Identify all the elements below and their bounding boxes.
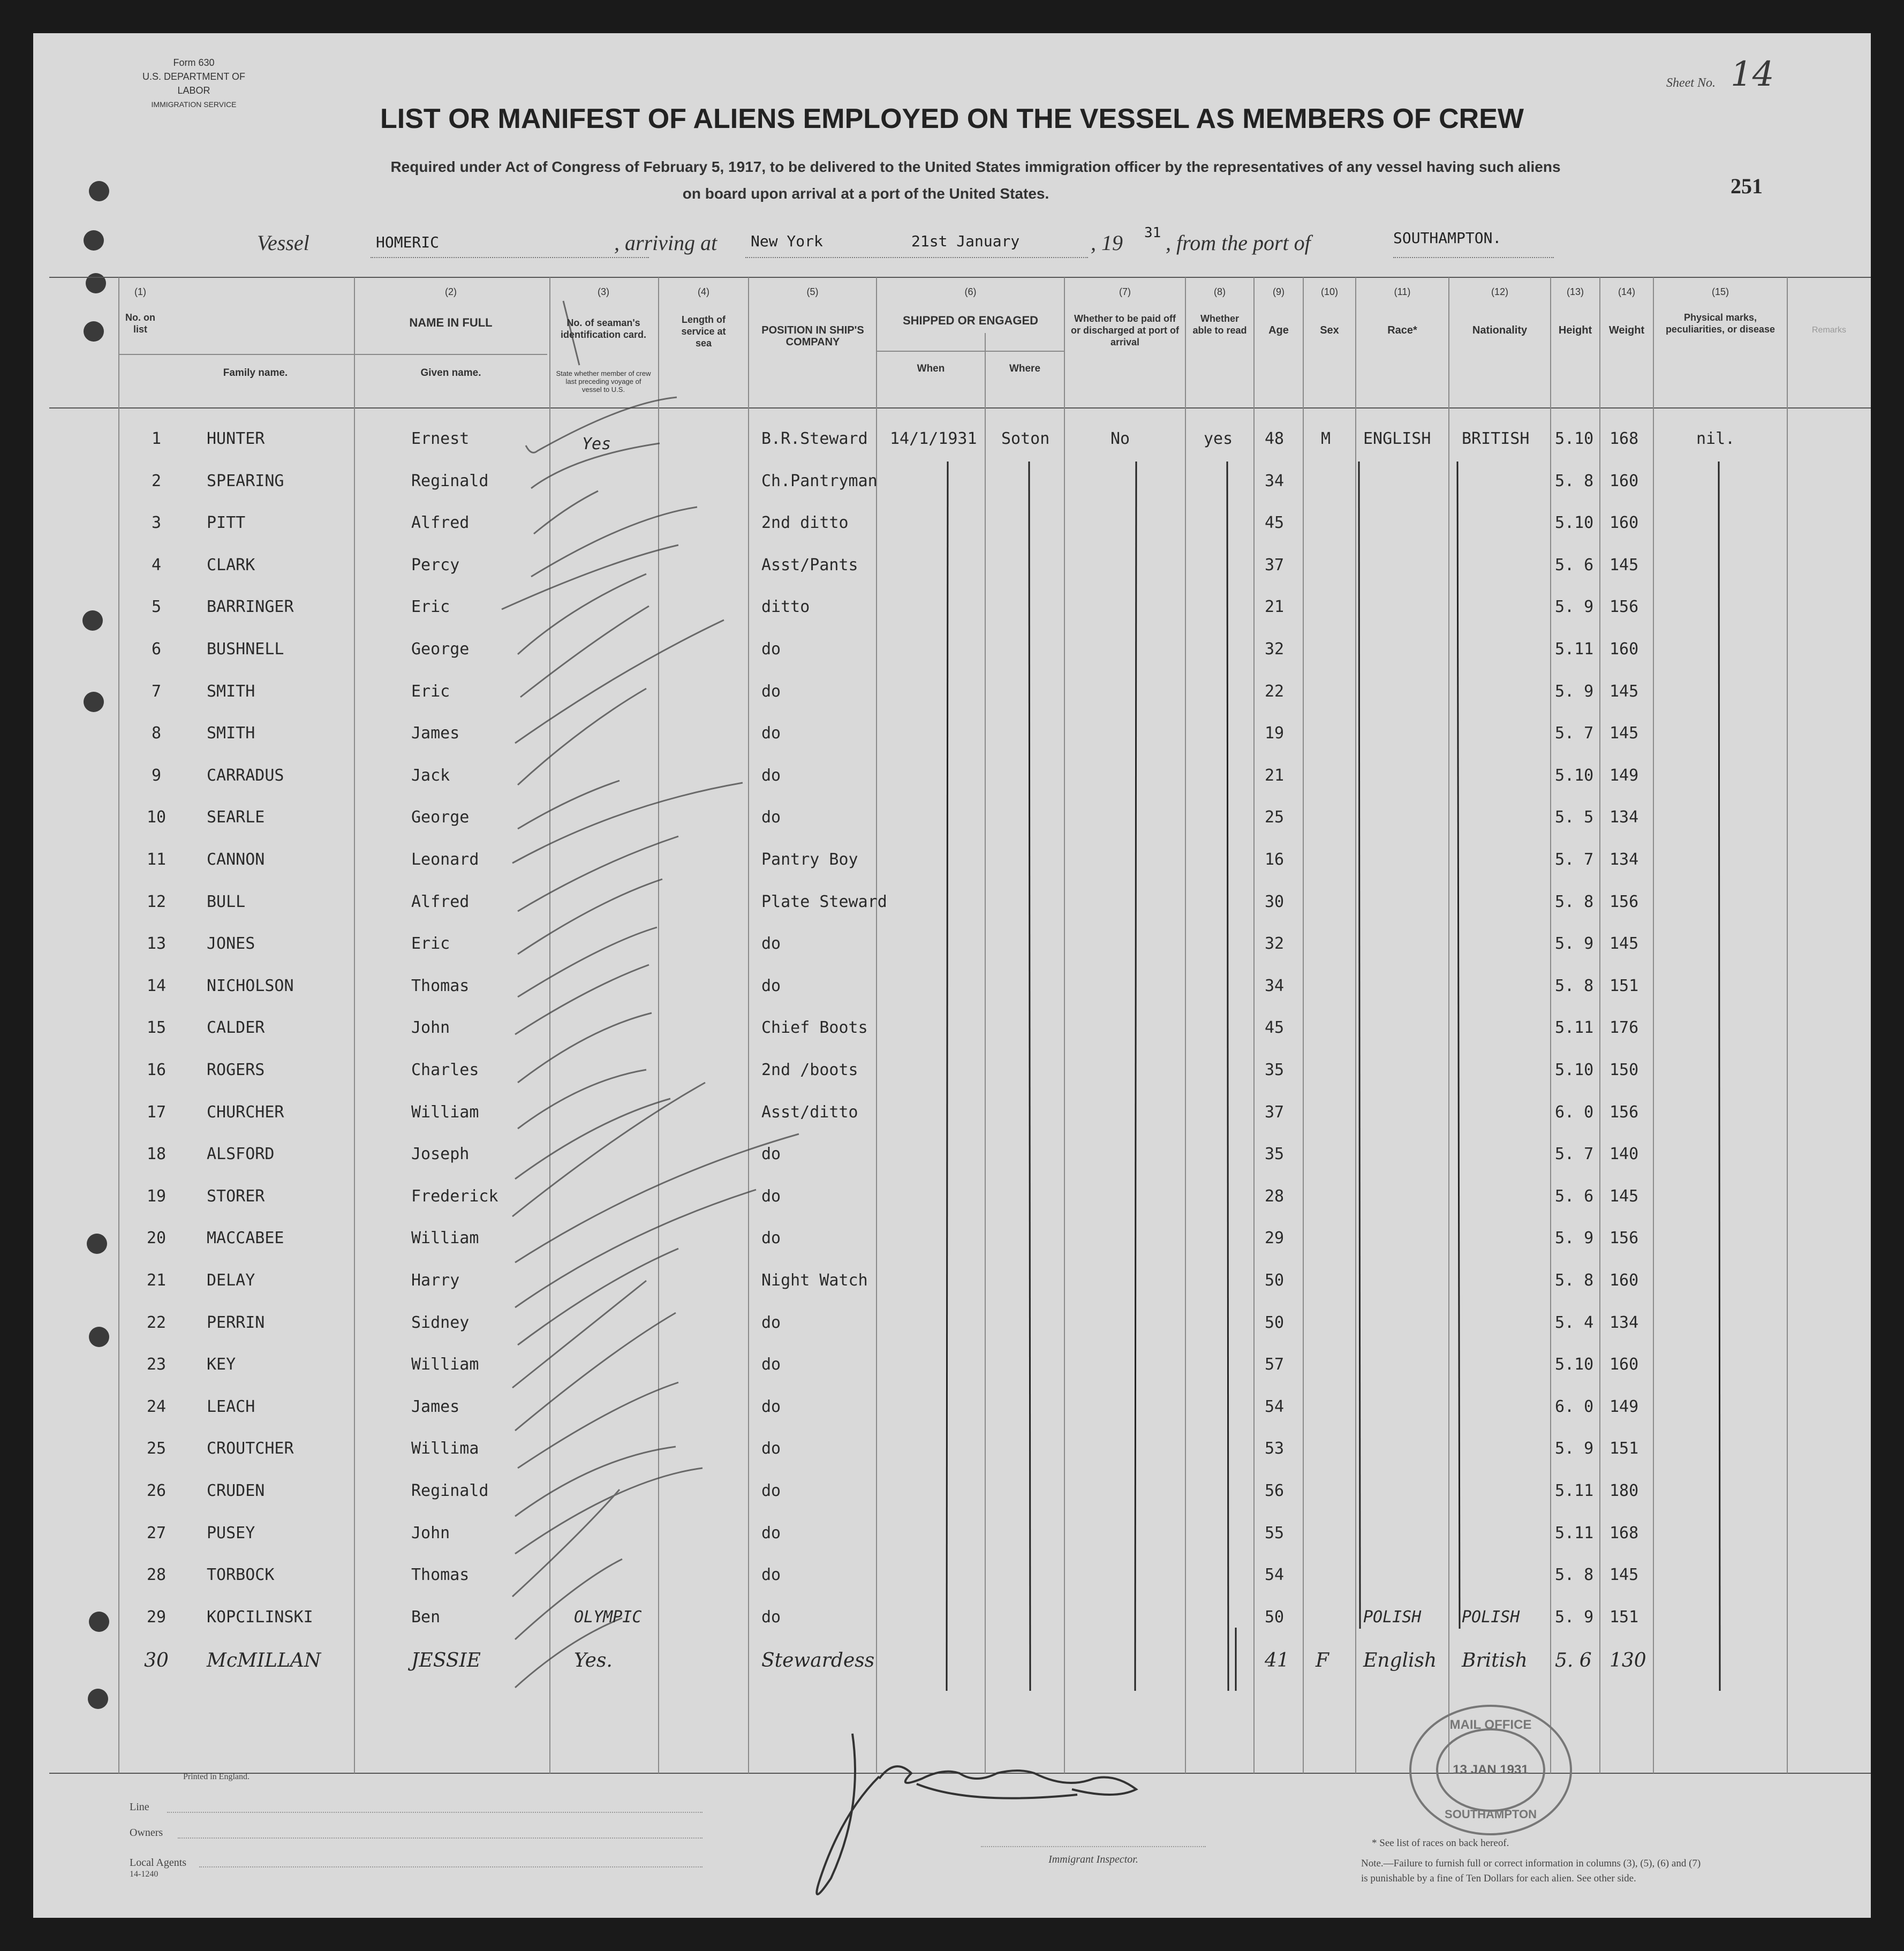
- cell-card: Yes.: [574, 1650, 613, 1672]
- cell-age: 50: [1265, 1271, 1285, 1290]
- cell-age: 50: [1265, 1607, 1285, 1627]
- cell-position: do: [761, 1523, 781, 1542]
- subtitle-line-2: on board upon arrival at a port of the United States.: [682, 185, 1049, 202]
- cell-weight: 176: [1610, 1018, 1639, 1038]
- cell-height: 5. 9: [1555, 682, 1594, 701]
- cell-position: ditto: [761, 598, 810, 617]
- cell-no: 11: [146, 850, 167, 869]
- cell-given: George: [411, 808, 470, 827]
- cell-card: OLYMPIC: [574, 1607, 642, 1627]
- cell-height: 5.10: [1555, 766, 1594, 785]
- header-remarks: Remarks: [1811, 326, 1846, 335]
- cell-weight: 160: [1610, 1355, 1639, 1374]
- cell-age: 29: [1265, 1229, 1285, 1248]
- cell-given: Eric: [411, 682, 450, 701]
- cell-position: Chief Boots: [761, 1018, 868, 1038]
- cell-weight: 168: [1610, 1523, 1639, 1542]
- cell-family: CARRADUS: [207, 766, 284, 785]
- row-1-shipped-when: 14/1/1931: [890, 429, 977, 448]
- cell-height: 5.11: [1555, 1481, 1594, 1500]
- cell-age: 37: [1265, 1102, 1285, 1122]
- cell-position: do: [761, 1355, 781, 1374]
- cell-family: SMITH: [207, 724, 255, 743]
- row-1-sex: M: [1321, 429, 1331, 448]
- cell-weight: 180: [1610, 1481, 1639, 1500]
- cell-weight: 156: [1610, 598, 1639, 617]
- vessel-label: Vessel: [257, 231, 309, 255]
- cell-given: William: [411, 1102, 479, 1122]
- cell-height: 5.10: [1555, 429, 1594, 448]
- header-where: Where: [1009, 363, 1041, 374]
- cell-no: 18: [146, 1145, 167, 1164]
- race-footnote: * See list of races on back hereof.: [1372, 1837, 1509, 1849]
- header-col-6-number: (6): [964, 286, 977, 297]
- cell-family: SPEARING: [207, 471, 284, 490]
- cell-height: 5.10: [1555, 1355, 1594, 1374]
- cell-position: Asst/ditto: [761, 1102, 858, 1122]
- cell-position: do: [761, 766, 781, 785]
- cell-height: 5. 6: [1555, 555, 1594, 574]
- cell-weight: 160: [1610, 471, 1639, 490]
- cell-position: Night Watch: [761, 1271, 868, 1290]
- cell-sex: F: [1316, 1650, 1329, 1672]
- cell-position: do: [761, 976, 781, 995]
- cell-no: 22: [146, 1313, 167, 1332]
- cell-family: BUSHNELL: [207, 640, 284, 659]
- cell-age: 35: [1265, 1145, 1285, 1164]
- cell-height: 5. 8: [1555, 1271, 1594, 1290]
- cell-given: John: [411, 1018, 450, 1038]
- cell-given: Charles: [411, 1061, 479, 1079]
- cell-no: 8: [151, 724, 162, 743]
- cell-age: 22: [1265, 682, 1285, 701]
- cell-family: CANNON: [207, 850, 265, 869]
- subtitle-line-1: Required under Act of Congress of February 5, 1917, to be delivered to the United States immigration officer by the representatives of any vessel having such aliens: [390, 158, 1561, 175]
- cell-weight: 134: [1610, 808, 1639, 827]
- header-col-7-number: (7): [1119, 286, 1131, 297]
- cell-given: Alfred: [411, 513, 470, 533]
- manifest-sheet: [33, 33, 1871, 1918]
- cell-no: 9: [151, 766, 162, 785]
- cell-family: PUSEY: [207, 1523, 255, 1542]
- cell-no: 10: [146, 808, 167, 827]
- row-1-able-to-read: yes: [1204, 429, 1233, 448]
- cell-weight: 160: [1610, 513, 1639, 533]
- cell-height: 5.10: [1555, 1061, 1594, 1079]
- cell-given: William: [411, 1229, 479, 1248]
- header-nationality: Nationality: [1472, 324, 1528, 336]
- header-col-13-number: (13): [1566, 286, 1584, 297]
- departure-port: SOUTHAMPTON.: [1393, 229, 1502, 247]
- cell-weight: 140: [1610, 1145, 1639, 1164]
- cell-no: 21: [146, 1271, 167, 1290]
- cell-given: John: [411, 1523, 450, 1542]
- cell-weight: 130: [1610, 1650, 1646, 1672]
- cell-given: William: [411, 1355, 479, 1374]
- cell-given: Joseph: [411, 1145, 470, 1164]
- cell-weight: 160: [1610, 1271, 1639, 1290]
- cell-no: 16: [146, 1061, 167, 1079]
- cell-weight: 145: [1610, 1566, 1639, 1585]
- cell-race: English: [1363, 1650, 1437, 1672]
- cell-family: BARRINGER: [207, 598, 294, 617]
- cell-age: 34: [1265, 471, 1285, 490]
- cell-height: 5. 7: [1555, 1145, 1594, 1164]
- cell-height: 5.11: [1555, 1018, 1594, 1038]
- cell-weight: 151: [1610, 1439, 1639, 1458]
- cell-no: 28: [146, 1566, 167, 1585]
- cell-family: CALDER: [207, 1018, 265, 1038]
- cell-age: 45: [1265, 1018, 1285, 1038]
- cell-height: 5. 7: [1555, 850, 1594, 869]
- cell-no: 1: [151, 429, 162, 448]
- cell-height: 5.11: [1555, 640, 1594, 659]
- form-number: Form 630: [173, 57, 215, 68]
- header-col-10-number: (10): [1320, 286, 1338, 297]
- inspector-label: Immigrant Inspector.: [1048, 1854, 1138, 1865]
- cell-no: 30: [144, 1650, 169, 1672]
- cell-age: 35: [1265, 1061, 1285, 1079]
- cell-height: 5. 8: [1555, 976, 1594, 995]
- cell-position: 2nd ditto: [761, 513, 849, 533]
- cell-family: SMITH: [207, 682, 255, 701]
- cell-position: 2nd /boots: [761, 1061, 858, 1079]
- cell-family: ROGERS: [207, 1061, 265, 1079]
- cell-given: Leonard: [411, 850, 479, 869]
- penalty-note-line-1: Note.—Failure to furnish full or correct information in columns (3), (5), (6) and (7): [1361, 1858, 1701, 1869]
- cell-position: do: [761, 1439, 781, 1458]
- cell-weight: 150: [1610, 1061, 1639, 1079]
- cell-given: Willima: [411, 1439, 479, 1458]
- cell-weight: 145: [1610, 724, 1639, 743]
- header-col-8-number: (8): [1214, 286, 1226, 297]
- cell-no: 19: [146, 1186, 167, 1206]
- cell-age: 55: [1265, 1523, 1285, 1542]
- cell-height: 5. 7: [1555, 724, 1594, 743]
- cell-given: James: [411, 724, 460, 743]
- row-1-race: ENGLISH: [1363, 429, 1431, 448]
- page-title: LIST OR MANIFEST OF ALIENS EMPLOYED ON THE VESSEL AS MEMBERS OF CREW: [380, 103, 1524, 134]
- cell-weight: 149: [1610, 766, 1639, 785]
- year-prefix: , 19: [1091, 231, 1123, 255]
- header-position: POSITION IN SHIP'S COMPANY: [761, 324, 864, 348]
- penalty-note-line-2: is punishable by a fine of Ten Dollars for each alien. See other side.: [1361, 1873, 1636, 1884]
- header-col-9-number: (9): [1273, 286, 1285, 297]
- header-col-11-number: (11): [1394, 286, 1411, 297]
- cell-family: CLARK: [207, 555, 255, 574]
- cell-position: do: [761, 1145, 781, 1164]
- cell-height: 5. 8: [1555, 471, 1594, 490]
- row-1-shipped-where: Soton: [1001, 429, 1050, 448]
- cell-height: 5. 6: [1555, 1650, 1592, 1672]
- cell-weight: 145: [1610, 682, 1639, 701]
- cell-given: Harry: [411, 1271, 460, 1290]
- header-family-name: Family name.: [223, 367, 288, 379]
- inspector-underline: [981, 1846, 1206, 1847]
- stamp-number: 251: [1731, 174, 1763, 198]
- cell-family: LEACH: [207, 1397, 255, 1416]
- cell-weight: 168: [1610, 429, 1639, 448]
- form-code: 14-1240: [130, 1870, 158, 1879]
- cell-age: 28: [1265, 1186, 1285, 1206]
- cell-height: 5. 9: [1555, 1607, 1594, 1627]
- row-1-nationality: BRITISH: [1462, 429, 1530, 448]
- cell-family: TORBOCK: [207, 1566, 275, 1585]
- cell-position: B.R.Steward: [761, 429, 868, 448]
- cell-age: 41: [1265, 1650, 1289, 1672]
- cell-no: 12: [146, 892, 167, 911]
- cell-given: Thomas: [411, 1566, 470, 1585]
- cell-position: do: [761, 724, 781, 743]
- cell-age: 19: [1265, 724, 1285, 743]
- cell-family: ALSFORD: [207, 1145, 275, 1164]
- header-col-14-number: (14): [1618, 286, 1635, 297]
- cell-weight: 156: [1610, 1102, 1639, 1122]
- cell-age: 25: [1265, 808, 1285, 827]
- cell-height: 5.10: [1555, 513, 1594, 533]
- cell-height: 5.11: [1555, 1523, 1594, 1542]
- cell-given: Reginald: [411, 471, 489, 490]
- cell-no: 6: [151, 640, 162, 659]
- header-age: Age: [1268, 324, 1289, 336]
- arrival-port: New York: [751, 232, 823, 250]
- cell-family: PITT: [207, 513, 246, 533]
- cell-no: 14: [146, 976, 167, 995]
- owners-underline: [178, 1837, 702, 1839]
- cell-no: 4: [151, 555, 162, 574]
- cell-no: 20: [146, 1229, 167, 1248]
- cell-nationality: British: [1462, 1650, 1528, 1672]
- cell-weight: 145: [1610, 555, 1639, 574]
- cell-weight: 160: [1610, 640, 1639, 659]
- cell-position: do: [761, 1607, 781, 1627]
- from-label: , from the port of: [1166, 231, 1311, 255]
- cell-given: Percy: [411, 555, 460, 574]
- cell-given: Alfred: [411, 892, 470, 911]
- header-col-5-number: (5): [806, 286, 819, 297]
- cell-family: NICHOLSON: [207, 976, 294, 995]
- cell-age: 32: [1265, 640, 1285, 659]
- department-name: U.S. DEPARTMENT OF LABOR: [142, 71, 246, 96]
- header-col-4-number: (4): [698, 286, 709, 297]
- header-paid-off: Whether to be paid off or discharged at port of arrival: [1070, 313, 1180, 347]
- cell-weight: 156: [1610, 1229, 1639, 1248]
- cell-family: DELAY: [207, 1271, 255, 1290]
- header-when: When: [917, 363, 945, 374]
- cell-height: 5. 6: [1555, 1186, 1594, 1206]
- cell-position: do: [761, 808, 781, 827]
- header-race: Race*: [1387, 324, 1417, 336]
- cell-height: 6. 0: [1555, 1102, 1594, 1122]
- stamp-date: 13 JAN 1931: [1453, 1763, 1529, 1777]
- cell-weight: 151: [1610, 1607, 1639, 1627]
- cell-position: Stewardess: [761, 1650, 875, 1672]
- cell-family: CRUDEN: [207, 1481, 265, 1500]
- cell-family: CHURCHER: [207, 1102, 284, 1122]
- header-col-1-number: (1): [134, 286, 146, 297]
- cell-no: 26: [146, 1481, 167, 1500]
- cell-given: Ernest: [411, 429, 470, 448]
- header-physical-marks: Physical marks, peculiarities, or disease: [1665, 312, 1775, 335]
- arrival-date: 21st January: [911, 232, 1020, 250]
- cell-no: 25: [146, 1439, 167, 1458]
- cell-given: Frederick: [411, 1186, 498, 1206]
- cell-position: Ch.Pantryman: [761, 471, 878, 490]
- cell-position: do: [761, 1313, 781, 1332]
- cell-family: KOPCILINSKI: [207, 1607, 313, 1627]
- cell-family: SEARLE: [207, 808, 265, 827]
- cell-height: 5. 4: [1555, 1313, 1594, 1332]
- cell-position: do: [761, 1481, 781, 1500]
- header-identification-card: No. of seaman's identification card.: [560, 317, 647, 340]
- cell-family: MACCABEE: [207, 1229, 284, 1248]
- vessel-name: HOMERIC: [376, 233, 440, 251]
- cell-age: 50: [1265, 1313, 1285, 1332]
- cell-no: 2: [151, 471, 162, 490]
- cell-age: 21: [1265, 598, 1285, 617]
- cell-age: 34: [1265, 976, 1285, 995]
- cell-nationality: POLISH: [1462, 1607, 1520, 1627]
- service-name: IMMIGRATION SERVICE: [151, 100, 237, 109]
- cell-no: 23: [146, 1355, 167, 1374]
- cell-given: Eric: [411, 598, 450, 617]
- row-1-physical-marks: nil.: [1696, 429, 1735, 448]
- cell-height: 5. 8: [1555, 1566, 1594, 1585]
- line-label: Line: [130, 1801, 149, 1813]
- cell-age: 54: [1265, 1397, 1285, 1416]
- cell-no: 15: [146, 1018, 167, 1038]
- cell-family: KEY: [207, 1355, 236, 1374]
- header-length-of-service: Length of service at sea: [681, 314, 726, 349]
- cell-age: 37: [1265, 555, 1285, 574]
- cell-age: 21: [1265, 766, 1285, 785]
- cell-age: 48: [1265, 429, 1285, 448]
- cell-age: 32: [1265, 934, 1285, 954]
- cell-age: 16: [1265, 850, 1285, 869]
- cell-position: do: [761, 1186, 781, 1206]
- cell-no: 7: [151, 682, 162, 701]
- stamp-top-text: MAIL OFFICE: [1449, 1718, 1532, 1732]
- cell-no: 29: [146, 1607, 167, 1627]
- cell-age: 30: [1265, 892, 1285, 911]
- agents-underline: [199, 1866, 702, 1867]
- cell-given: JESSIE: [411, 1650, 481, 1672]
- cell-no: 13: [146, 934, 167, 954]
- cell-height: 5. 9: [1555, 934, 1594, 954]
- cell-family: HUNTER: [207, 429, 265, 448]
- cell-no: 24: [146, 1397, 167, 1416]
- cell-weight: 145: [1610, 1186, 1639, 1206]
- cell-position: Asst/Pants: [761, 555, 858, 574]
- header-height: Height: [1558, 324, 1592, 336]
- cell-weight: 134: [1610, 1313, 1639, 1332]
- header-col-2-number: (2): [445, 286, 457, 297]
- cell-weight: 134: [1610, 850, 1639, 869]
- cell-given: Reginald: [411, 1481, 489, 1500]
- cell-weight: 149: [1610, 1397, 1639, 1416]
- row-1-card: Yes: [582, 435, 611, 453]
- cell-height: 5. 5: [1555, 808, 1594, 827]
- header-col-15-number: (15): [1711, 286, 1729, 297]
- cell-weight: 151: [1610, 976, 1639, 995]
- cell-position: do: [761, 1397, 781, 1416]
- header-col-3-number: (3): [598, 286, 609, 297]
- cell-family: PERRIN: [207, 1313, 265, 1332]
- cell-no: 3: [151, 513, 162, 533]
- cell-height: 5. 9: [1555, 1229, 1594, 1248]
- header-list-number: No. on list: [125, 312, 155, 335]
- cell-weight: 145: [1610, 934, 1639, 954]
- cell-age: 56: [1265, 1481, 1285, 1500]
- cell-no: 27: [146, 1523, 167, 1542]
- cell-position: do: [761, 640, 781, 659]
- cell-race: POLISH: [1363, 1607, 1422, 1627]
- header-weight: Weight: [1608, 324, 1645, 336]
- cell-age: 53: [1265, 1439, 1285, 1458]
- cell-height: 5. 9: [1555, 598, 1594, 617]
- cell-family: STORER: [207, 1186, 265, 1206]
- cell-given: Jack: [411, 766, 450, 785]
- cell-given: Sidney: [411, 1313, 470, 1332]
- cell-family: CROUTCHER: [207, 1439, 294, 1458]
- cell-family: JONES: [207, 934, 255, 954]
- printed-note: Printed in England.: [183, 1772, 250, 1781]
- year-value: 31: [1144, 225, 1161, 241]
- cell-family: BULL: [207, 892, 246, 911]
- cell-given: Eric: [411, 934, 450, 954]
- cell-position: do: [761, 1566, 781, 1585]
- cell-height: 5. 9: [1555, 1439, 1594, 1458]
- cell-weight: 156: [1610, 892, 1639, 911]
- cell-given: George: [411, 640, 470, 659]
- cell-family: McMILLAN: [207, 1650, 321, 1672]
- cell-age: 57: [1265, 1355, 1285, 1374]
- sheet-label: Sheet No.: [1666, 76, 1716, 90]
- cell-height: 6. 0: [1555, 1397, 1594, 1416]
- cell-given: Thomas: [411, 976, 470, 995]
- cell-age: 45: [1265, 513, 1285, 533]
- local-agents-label: Local Agents: [130, 1857, 187, 1869]
- cell-position: Pantry Boy: [761, 850, 858, 869]
- cell-position: do: [761, 1229, 781, 1248]
- header-able-to-read: Whether able to read: [1192, 313, 1247, 336]
- cell-position: Plate Steward: [761, 892, 887, 911]
- stamp-bottom-text: SOUTHAMPTON: [1445, 1808, 1537, 1821]
- header-name-in-full: NAME IN FULL: [409, 316, 493, 329]
- header-col-12-number: (12): [1491, 286, 1508, 297]
- row-1-paid-off: No: [1110, 429, 1130, 448]
- cell-position: do: [761, 682, 781, 701]
- header-given-name: Given name.: [420, 367, 481, 379]
- cell-position: do: [761, 934, 781, 954]
- header-shipped-engaged: SHIPPED OR ENGAGED: [902, 314, 1039, 327]
- cell-height: 5. 8: [1555, 892, 1594, 911]
- cell-given: Ben: [411, 1607, 441, 1627]
- sheet-number: 14: [1731, 55, 1774, 94]
- cell-age: 54: [1265, 1566, 1285, 1585]
- cell-no: 5: [151, 598, 162, 617]
- cell-no: 17: [146, 1102, 167, 1122]
- line-underline: [167, 1812, 702, 1813]
- owners-label: Owners: [130, 1827, 163, 1839]
- header-identification-note: State whether member of crew last preceding voyage of vessel to U.S.: [556, 369, 651, 394]
- header-sex: Sex: [1320, 324, 1339, 336]
- arriving-label: , arriving at: [614, 231, 717, 255]
- cell-given: James: [411, 1397, 460, 1416]
